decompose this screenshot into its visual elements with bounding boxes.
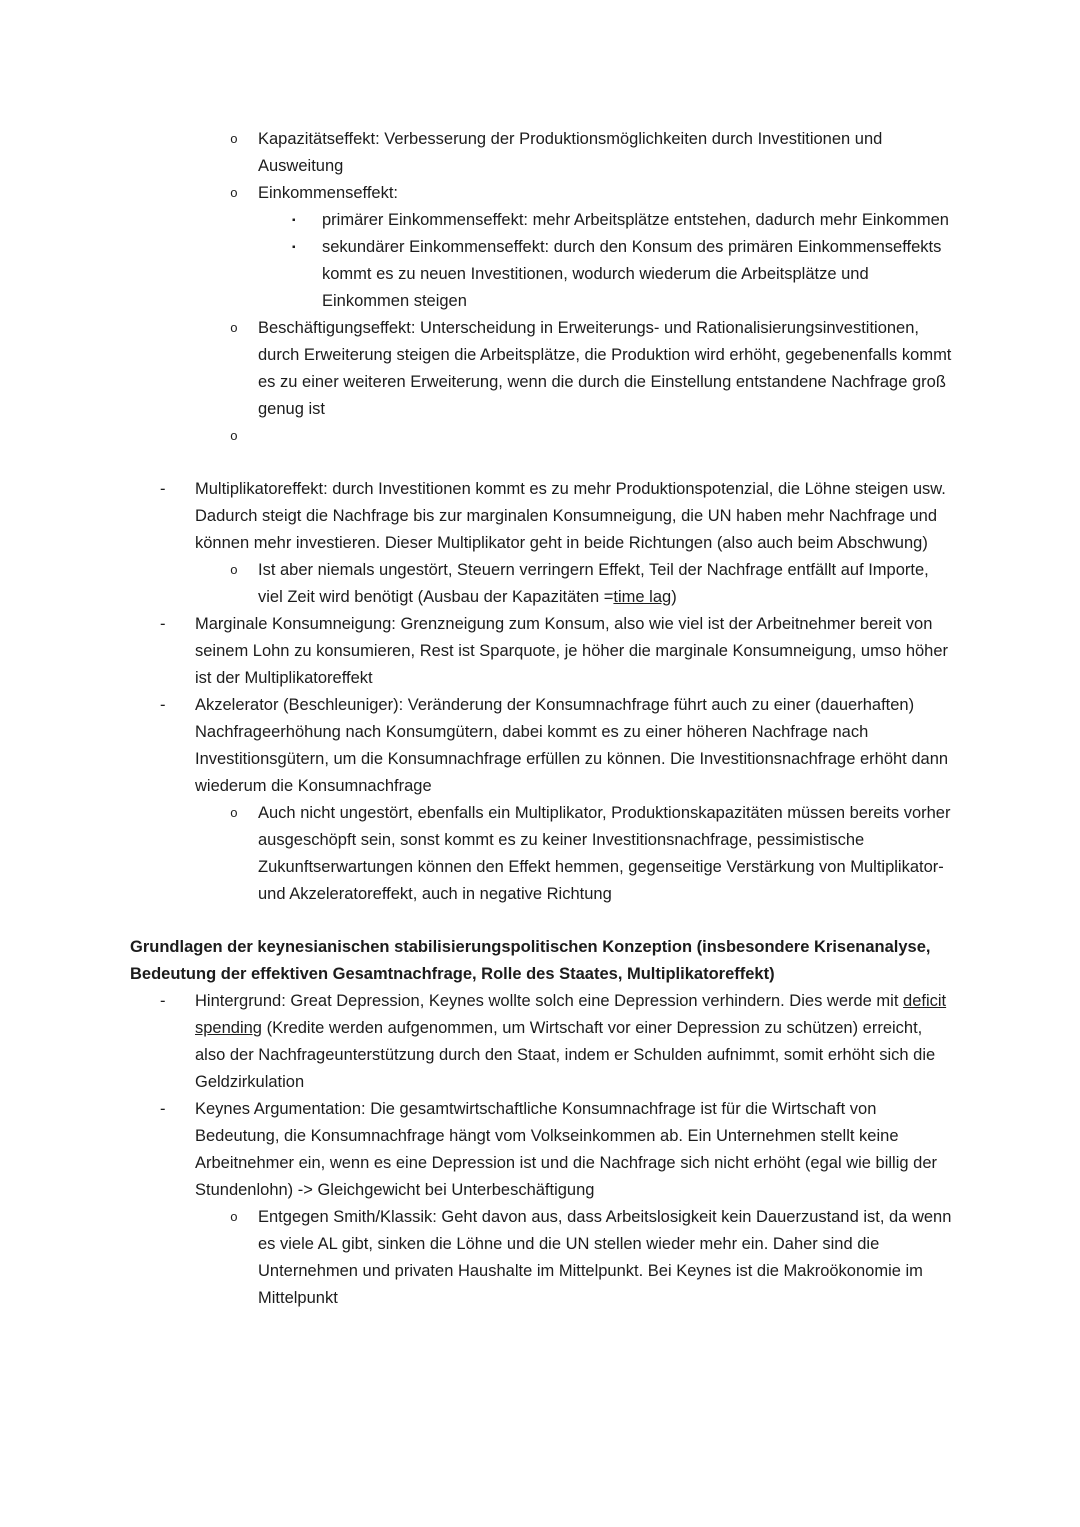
list-item (130, 557, 952, 611)
item-text: Keynes Argumentation: Die gesamtwirtschaftliche Konsumnachfrage ist für die Wirtschaft von Bedeutung, die Konsumnachfrage hängt vom Volkseinkommen ab. Ein Unternehmen stellt keine Arbeitnehmer ein, wenn es eine Depression ist und die Nachfrage sich nicht erhöht (egal wie billig der Stundenlohn) -> Gleichgewicht bei Unterbeschäftigung (195, 1100, 937, 1199)
item-text: sekundärer Einkommenseffekt: durch den Konsum des primären Einkommenseffekts kommt es zu neuen Investitionen, wodurch wiederum die Arbeitsplätze und Einkommen steigen (322, 238, 942, 310)
list-item (130, 234, 952, 315)
heading-text: Grundlagen der keynesianischen stabilisierungspolitischen Konzeption (insbesondere Krisenanalyse, Bedeutung der effektiven Gesamtnachfrage, Rolle des Staates, Multiplikatoreffekt) (130, 938, 931, 983)
list-item (130, 207, 952, 234)
bullet-marker: o (230, 132, 238, 147)
list-item (130, 423, 952, 450)
list-item (130, 988, 952, 1096)
bullet-marker: - (160, 696, 166, 714)
item-text: Entgegen Smith/Klassik: Geht davon aus, dass Arbeitslosigkeit kein Dauerzustand ist, da wenn es viele AL gibt, sinken die Löhne und die UN stellen wieder mehr ein. Daher sind die Unternehmen und privaten Haushalte im Mittelpunkt. Bei Keynes ist die Makroökonomie im Mittelpunkt (258, 1208, 952, 1307)
bullet-marker: - (160, 1100, 166, 1118)
item-text: Beschäftigungseffekt: Unterscheidung in Erweiterungs- und Rationalisierungsinvestitionen, durch Erweiterung steigen die Arbeitsplätze, die Produktion wird erhöht, gegebenenfalls kommt es zu einer weiteren Erweiterung, wenn die durch die Einstellung entstandene Nachfrage groß genug ist (258, 319, 952, 418)
bullet-marker: ▪ (292, 215, 296, 226)
bullet-marker: o (230, 429, 238, 444)
list-item (130, 611, 952, 692)
item-text: Einkommenseffekt: (258, 184, 399, 202)
paragraph-spacer (130, 450, 952, 476)
item-text: Auch nicht ungestört, ebenfalls ein Multiplikator, Produktionskapazitäten müssen bereits vorher ausgeschöpft sein, sonst kommt es zu keiner Investitionsnachfrage, pessimistische Zukunftserwartungen können den Effekt hemmen, gegenseitige Verstärkung von Multiplikator- und Akzeleratoreffekt, auch in negative Richtung (258, 804, 951, 903)
list-item (130, 126, 952, 180)
list-item (130, 1204, 952, 1312)
item-text: Akzelerator (Beschleuniger): Veränderung der Konsumnachfrage führt auch zu einer (dauerhaften) Nachfrageerhöhung nach Konsumgütern, dabei kommt es zu einer höheren Nachfrage nach Investitionsgütern, um die Konsumnachfrage erfüllen zu können. Die Investitionsnachfrage erhöht dann wiederum die Konsumnachfrage (195, 696, 949, 795)
bullet-marker: o (230, 563, 238, 578)
item-text: Marginale Konsumneigung: Grenzneigung zum Konsum, also wie viel ist der Arbeitnehmer bereit von seinem Lohn zu konsumieren, Rest ist Sparquote, je höher die marginale Konsumneigung, umso höher ist der Multiplikatoreffekt (195, 615, 949, 687)
list-item (130, 180, 952, 207)
page-content (130, 126, 952, 1312)
item-text: Hintergrund: Great Depression, Keynes wollte solch eine Depression verhindern. Dies werde mit deficit spending (Kredite werden aufgenommen, um Wirtschaft vor einer Depression zu schützen) erreicht, also der Nachfrageunterstützung durch den Staat, indem er Schulden aufnimmt, somit erhöht sich die Geldzirkulation (195, 992, 947, 1091)
bullet-marker: - (160, 480, 166, 498)
bullet-marker: o (230, 1210, 238, 1225)
bullet-marker: - (160, 615, 166, 633)
list-item (130, 476, 952, 557)
item-text: Kapazitätseffekt: Verbesserung der Produktionsmöglichkeiten durch Investitionen und Ausweitung (258, 130, 883, 175)
list-item (130, 800, 952, 908)
bullet-marker: o (230, 321, 238, 336)
blocks-container (130, 126, 952, 1312)
paragraph-spacer (130, 908, 952, 934)
bullet-marker: o (230, 806, 238, 821)
item-text: Multiplikatoreffekt: durch Investitionen kommt es zu mehr Produktionspotenzial, die Löhne steigen usw. Dadurch steigt die Nachfrage bis zur marginalen Konsumneigung, die UN haben mehr Nachfrage und können mehr investieren. Dieser Multiplikator geht in beide Richtungen (also auch beim Abschwung) (195, 480, 946, 552)
item-text: primärer Einkommenseffekt: mehr Arbeitsplätze entstehen, dadurch mehr Einkommen (322, 211, 949, 229)
section-heading (130, 934, 952, 988)
bullet-marker: o (230, 186, 238, 201)
item-text: Ist aber niemals ungestört, Steuern verringern Effekt, Teil der Nachfrage entfällt auf Importe, viel Zeit wird benötigt (Ausbau der Kapazitäten =time lag) (258, 561, 929, 606)
list-item (130, 692, 952, 800)
bullet-marker: - (160, 992, 166, 1010)
list-item (130, 1096, 952, 1204)
list-item (130, 315, 952, 423)
bullet-marker: ▪ (292, 242, 296, 253)
